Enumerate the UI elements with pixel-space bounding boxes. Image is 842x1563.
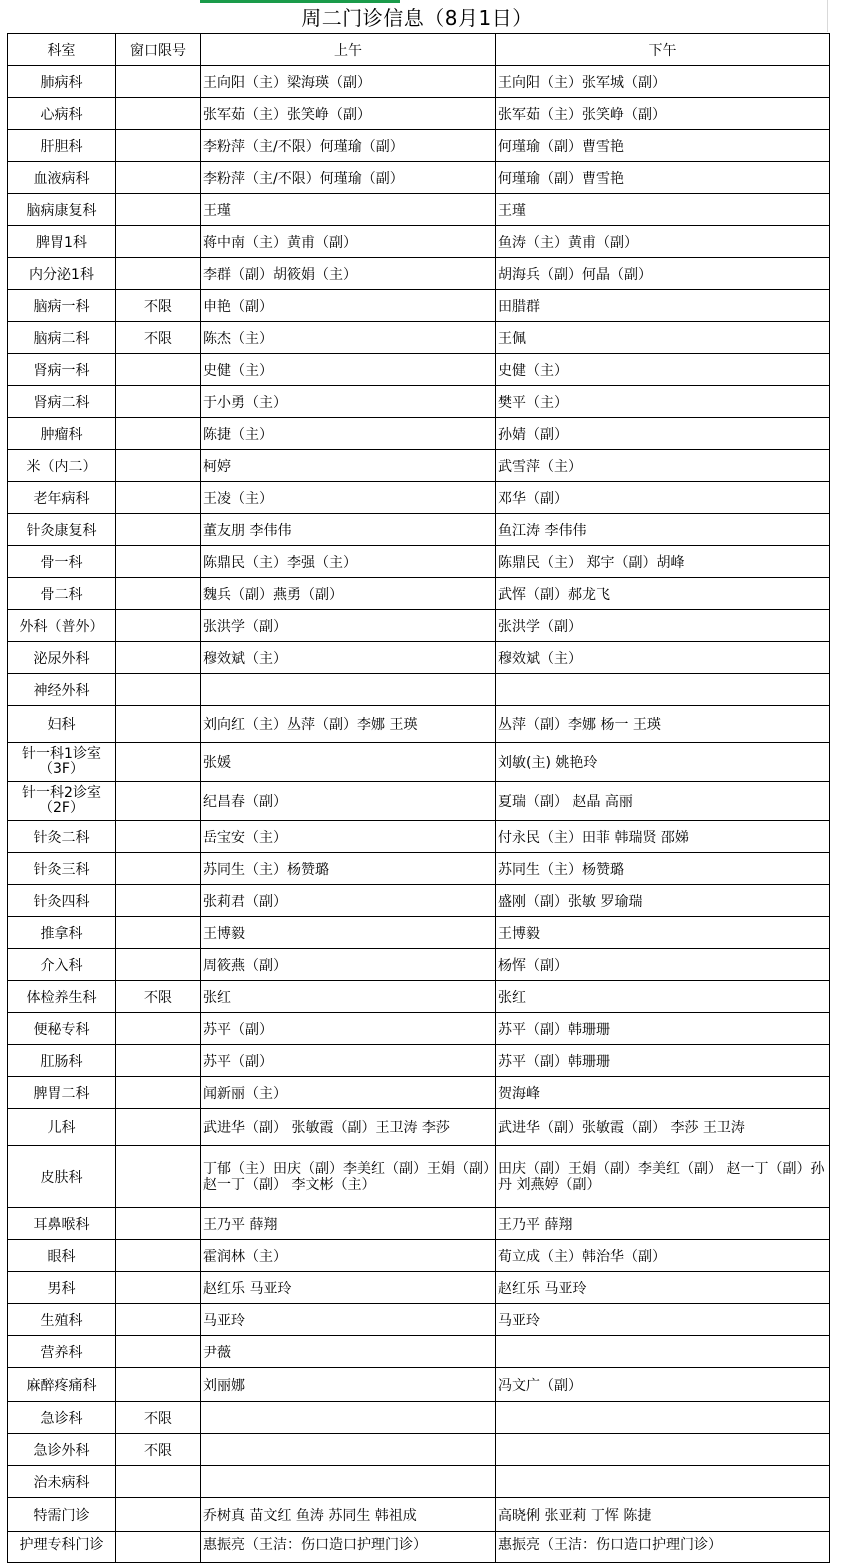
am-doctors-cell: 马亚玲 (201, 1304, 496, 1336)
dept-cell: 骨一科 (8, 546, 116, 578)
am-doctors-cell: 纪昌春（副） (201, 782, 496, 821)
table-row (8, 66, 830, 98)
table-row (8, 386, 830, 418)
am-doctors-cell: 王向阳（主）梁海瑛（副） (201, 66, 496, 98)
pm-doctors-cell (496, 674, 830, 706)
table-row (8, 1304, 830, 1336)
table-row (8, 258, 830, 290)
table-row (8, 642, 830, 674)
table-row (8, 1368, 830, 1402)
pm-doctors-cell: 陈鼎民（主） 郑宇（副）胡峰 (496, 546, 830, 578)
table-row (8, 981, 830, 1013)
dept-cell: 针一科1诊室（3F） (8, 743, 116, 782)
window-limit-cell (116, 546, 201, 578)
window-limit-cell (116, 98, 201, 130)
window-limit-cell (116, 354, 201, 386)
window-limit-cell (116, 743, 201, 782)
table-row (8, 1272, 830, 1304)
pm-doctors-cell: 夏瑞（副） 赵晶 高丽 (496, 782, 830, 821)
table-row (8, 1532, 830, 1563)
dept-cell: 针灸二科 (8, 821, 116, 853)
am-doctors-cell: 李粉萍（主/不限）何瑾瑜（副） (201, 130, 496, 162)
table-row (8, 1402, 830, 1434)
column-header-dept: 科室 (8, 34, 116, 66)
window-limit-cell (116, 66, 201, 98)
table-row (8, 821, 830, 853)
dept-cell: 耳鼻喉科 (8, 1208, 116, 1240)
window-limit-cell (116, 706, 201, 743)
window-limit-cell (116, 386, 201, 418)
table-row (8, 290, 830, 322)
table-row (8, 482, 830, 514)
table-row (8, 546, 830, 578)
dept-cell: 针灸康复科 (8, 514, 116, 546)
window-limit-cell: 不限 (116, 322, 201, 354)
table-row (8, 706, 830, 743)
am-doctors-cell: 张洪学（副） (201, 610, 496, 642)
pm-doctors-cell: 王博毅 (496, 917, 830, 949)
am-doctors-cell: 周筱燕（副） (201, 949, 496, 981)
am-doctors-cell: 岳宝安（主） (201, 821, 496, 853)
table-header-row (8, 34, 830, 66)
window-limit-cell: 不限 (116, 1402, 201, 1434)
dept-cell: 治未病科 (8, 1466, 116, 1498)
pm-doctors-cell: 史健（主） (496, 354, 830, 386)
window-limit-cell (116, 162, 201, 194)
pm-doctors-cell: 田腊群 (496, 290, 830, 322)
am-doctors-cell: 苏平（副） (201, 1045, 496, 1077)
dept-cell: 肝胆科 (8, 130, 116, 162)
dept-cell: 内分泌1科 (8, 258, 116, 290)
dept-cell: 针灸四科 (8, 885, 116, 917)
pm-doctors-cell: 贺海峰 (496, 1077, 830, 1109)
am-doctors-cell: 张军茹（主）张笑峥（副） (201, 98, 496, 130)
pm-doctors-cell: 鱼江涛 李伟伟 (496, 514, 830, 546)
pm-doctors-cell: 冯文广（副） (496, 1368, 830, 1402)
pm-doctors-cell: 盛刚（副）张敏 罗瑜瑞 (496, 885, 830, 917)
pm-doctors-cell: 何瑾瑜（副）曹雪艳 (496, 162, 830, 194)
column-header-am: 上午 (201, 34, 496, 66)
am-doctors-cell: 刘向红（主）丛萍（副）李娜 王瑛 (201, 706, 496, 743)
am-doctors-cell (201, 1434, 496, 1466)
window-limit-cell (116, 1336, 201, 1368)
table-row (8, 450, 830, 482)
dept-cell: 眼科 (8, 1240, 116, 1272)
dept-cell: 神经外科 (8, 674, 116, 706)
table-row (8, 130, 830, 162)
am-doctors-cell: 苏平（副） (201, 1013, 496, 1045)
am-doctors-cell: 王凌（主） (201, 482, 496, 514)
am-doctors-cell: 惠振亮（王洁：伤口造口护理门诊） (201, 1532, 496, 1563)
table-row (8, 514, 830, 546)
pm-doctors-cell: 马亚玲 (496, 1304, 830, 1336)
table-row (8, 743, 830, 782)
dept-cell: 骨二科 (8, 578, 116, 610)
am-doctors-cell: 丁郁（主）田庆（副）李美红（副）王娟（副）赵一丁（副） 李文彬（主） (201, 1146, 496, 1208)
dept-cell: 肾病二科 (8, 386, 116, 418)
table-row (8, 610, 830, 642)
am-doctors-cell: 张媛 (201, 743, 496, 782)
am-doctors-cell: 刘丽娜 (201, 1368, 496, 1402)
dept-cell: 血液病科 (8, 162, 116, 194)
am-doctors-cell: 张红 (201, 981, 496, 1013)
window-limit-cell (116, 821, 201, 853)
table-row (8, 1240, 830, 1272)
pm-doctors-cell: 张军茹（主）张笑峥（副） (496, 98, 830, 130)
pm-doctors-cell: 何瑾瑜（副）曹雪艳 (496, 130, 830, 162)
am-doctors-cell: 赵红乐 马亚玲 (201, 1272, 496, 1304)
dept-cell: 肾病一科 (8, 354, 116, 386)
window-limit-cell (116, 1077, 201, 1109)
pm-doctors-cell: 赵红乐 马亚玲 (496, 1272, 830, 1304)
pm-doctors-cell: 邓华（副） (496, 482, 830, 514)
window-limit-cell (116, 949, 201, 981)
pm-doctors-cell: 武进华（副）张敏霞（副） 李莎 王卫涛 (496, 1109, 830, 1146)
window-limit-cell (116, 450, 201, 482)
am-doctors-cell: 陈鼎民（主）李强（主） (201, 546, 496, 578)
am-doctors-cell: 苏同生（主）杨赞璐 (201, 853, 496, 885)
window-limit-cell (116, 482, 201, 514)
am-doctors-cell: 张莉君（副） (201, 885, 496, 917)
window-limit-cell (116, 130, 201, 162)
window-limit-cell (116, 610, 201, 642)
am-doctors-cell: 魏兵（副）燕勇（副） (201, 578, 496, 610)
table-row (8, 917, 830, 949)
pm-doctors-cell: 荀立成（主）韩治华（副） (496, 1240, 830, 1272)
pm-doctors-cell: 鱼涛（主）黄甫（副） (496, 226, 830, 258)
table-row (8, 1498, 830, 1532)
am-doctors-cell: 陈杰（主） (201, 322, 496, 354)
am-doctors-cell: 尹薇 (201, 1336, 496, 1368)
pm-doctors-cell: 胡海兵（副）何晶（副） (496, 258, 830, 290)
dept-cell: 脑病康复科 (8, 194, 116, 226)
am-doctors-cell: 于小勇（主） (201, 386, 496, 418)
window-limit-cell (116, 917, 201, 949)
dept-cell: 介入科 (8, 949, 116, 981)
table-row (8, 1208, 830, 1240)
dept-cell: 米（内二） (8, 450, 116, 482)
dept-cell: 肛肠科 (8, 1045, 116, 1077)
dept-cell: 皮肤科 (8, 1146, 116, 1208)
window-limit-cell (116, 782, 201, 821)
window-limit-cell: 不限 (116, 290, 201, 322)
dept-cell: 体检养生科 (8, 981, 116, 1013)
window-limit-cell (116, 885, 201, 917)
am-doctors-cell: 史健（主） (201, 354, 496, 386)
dept-cell: 便秘专科 (8, 1013, 116, 1045)
dept-cell: 外科（普外） (8, 610, 116, 642)
dept-cell: 男科 (8, 1272, 116, 1304)
dept-cell: 肿瘤科 (8, 418, 116, 450)
window-limit-cell (116, 514, 201, 546)
am-doctors-cell: 王瑾 (201, 194, 496, 226)
window-limit-cell (116, 194, 201, 226)
pm-doctors-cell: 苏同生（主）杨赞璐 (496, 853, 830, 885)
column-header-pm: 下午 (496, 34, 830, 66)
table-row (8, 1109, 830, 1146)
table-row (8, 1013, 830, 1045)
window-limit-cell (116, 1109, 201, 1146)
pm-doctors-cell: 武恽（副）郝龙飞 (496, 578, 830, 610)
pm-doctors-cell: 穆效斌（主） (496, 642, 830, 674)
pm-doctors-cell: 付永民（主）田菲 韩瑞贤 邵娣 (496, 821, 830, 853)
pm-doctors-cell (496, 1434, 830, 1466)
pm-doctors-cell: 武雪萍（主） (496, 450, 830, 482)
table-row (8, 1146, 830, 1208)
dept-cell: 生殖科 (8, 1304, 116, 1336)
pm-doctors-cell: 王向阳（主）张军城（副） (496, 66, 830, 98)
pm-doctors-cell: 王乃平 薛翔 (496, 1208, 830, 1240)
dept-cell: 急诊科 (8, 1402, 116, 1434)
window-limit-cell (116, 418, 201, 450)
dept-cell: 脑病一科 (8, 290, 116, 322)
am-doctors-cell: 李粉萍（主/不限）何瑾瑜（副） (201, 162, 496, 194)
window-limit-cell (116, 1498, 201, 1532)
am-doctors-cell: 穆效斌（主） (201, 642, 496, 674)
am-doctors-cell: 王博毅 (201, 917, 496, 949)
table-row (8, 782, 830, 821)
dept-cell: 麻醉疼痛科 (8, 1368, 116, 1402)
window-limit-cell (116, 1208, 201, 1240)
am-doctors-cell: 柯婷 (201, 450, 496, 482)
am-doctors-cell: 申艳（副） (201, 290, 496, 322)
window-limit-cell: 不限 (116, 981, 201, 1013)
page-title: 周二门诊信息（8月1日） (7, 0, 828, 32)
table-row (8, 1336, 830, 1368)
window-limit-cell (116, 853, 201, 885)
pm-doctors-cell (496, 1402, 830, 1434)
pm-doctors-cell: 孙婧（副） (496, 418, 830, 450)
am-doctors-cell: 乔树真 苗文红 鱼涛 苏同生 韩祖成 (201, 1498, 496, 1532)
dept-cell: 推拿科 (8, 917, 116, 949)
table-row (8, 949, 830, 981)
table-row (8, 885, 830, 917)
table-row (8, 1434, 830, 1466)
table-row (8, 1045, 830, 1077)
table-row (8, 418, 830, 450)
pm-doctors-cell: 杨恽（副） (496, 949, 830, 981)
table-row (8, 853, 830, 885)
pm-doctors-cell: 丛萍（副）李娜 杨一 王瑛 (496, 706, 830, 743)
dept-cell: 营养科 (8, 1336, 116, 1368)
window-limit-cell (116, 642, 201, 674)
pm-doctors-cell: 苏平（副）韩珊珊 (496, 1045, 830, 1077)
table-row (8, 1466, 830, 1498)
dept-cell: 脾胃二科 (8, 1077, 116, 1109)
pm-doctors-cell: 张洪学（副） (496, 610, 830, 642)
pm-doctors-cell: 田庆（副）王娟（副）李美红（副） 赵一丁（副）孙丹 刘燕婷（副） (496, 1146, 830, 1208)
dept-cell: 特需门诊 (8, 1498, 116, 1532)
pm-doctors-cell: 苏平（副）韩珊珊 (496, 1013, 830, 1045)
window-limit-cell (116, 578, 201, 610)
window-limit-cell (116, 1272, 201, 1304)
column-header-window: 窗口限号 (116, 34, 201, 66)
table-row (8, 1077, 830, 1109)
dept-cell: 儿科 (8, 1109, 116, 1146)
window-limit-cell (116, 1045, 201, 1077)
am-doctors-cell: 董友朋 李伟伟 (201, 514, 496, 546)
window-limit-cell (116, 1240, 201, 1272)
dept-cell: 妇科 (8, 706, 116, 743)
window-limit-cell (116, 1304, 201, 1336)
table-row (8, 578, 830, 610)
am-doctors-cell: 李群（副）胡筱娟（主） (201, 258, 496, 290)
window-limit-cell (116, 1368, 201, 1402)
window-limit-cell (116, 1013, 201, 1045)
dept-cell: 针一科2诊室（2F） (8, 782, 116, 821)
pm-doctors-cell (496, 1466, 830, 1498)
dept-cell: 泌尿外科 (8, 642, 116, 674)
table-row (8, 226, 830, 258)
pm-doctors-cell: 惠振亮（王洁：伤口造口护理门诊） (496, 1532, 830, 1563)
am-doctors-cell: 陈捷（主） (201, 418, 496, 450)
table-row (8, 194, 830, 226)
am-doctors-cell: 王乃平 薛翔 (201, 1208, 496, 1240)
table-row (8, 162, 830, 194)
dept-cell: 护理专科门诊 (8, 1532, 116, 1563)
window-limit-cell: 不限 (116, 1434, 201, 1466)
table-row (8, 354, 830, 386)
am-doctors-cell (201, 674, 496, 706)
dept-cell: 急诊外科 (8, 1434, 116, 1466)
window-limit-cell (116, 258, 201, 290)
pm-doctors-cell (496, 1336, 830, 1368)
dept-cell: 老年病科 (8, 482, 116, 514)
window-limit-cell (116, 1532, 201, 1563)
am-doctors-cell: 蒋中南（主）黄甫（副） (201, 226, 496, 258)
pm-doctors-cell: 王瑾 (496, 194, 830, 226)
am-doctors-cell: 武进华（副） 张敏霞（副）王卫涛 李莎 (201, 1109, 496, 1146)
dept-cell: 脾胃1科 (8, 226, 116, 258)
dept-cell: 心病科 (8, 98, 116, 130)
pm-doctors-cell: 张红 (496, 981, 830, 1013)
table-row (8, 98, 830, 130)
dept-cell: 针灸三科 (8, 853, 116, 885)
table-row (8, 322, 830, 354)
window-limit-cell (116, 1466, 201, 1498)
am-doctors-cell: 霍润林（主） (201, 1240, 496, 1272)
window-limit-cell (116, 1146, 201, 1208)
pm-doctors-cell: 王佩 (496, 322, 830, 354)
am-doctors-cell (201, 1402, 496, 1434)
am-doctors-cell (201, 1466, 496, 1498)
dept-cell: 肺病科 (8, 66, 116, 98)
dept-cell: 脑病二科 (8, 322, 116, 354)
am-doctors-cell: 闻新丽（主） (201, 1077, 496, 1109)
pm-doctors-cell: 樊平（主） (496, 386, 830, 418)
window-limit-cell (116, 226, 201, 258)
pm-doctors-cell: 刘敏(主) 姚艳玲 (496, 743, 830, 782)
table-row (8, 674, 830, 706)
clinic-schedule-table (7, 33, 830, 1563)
pm-doctors-cell: 高晓俐 张亚莉 丁恽 陈捷 (496, 1498, 830, 1532)
window-limit-cell (116, 674, 201, 706)
